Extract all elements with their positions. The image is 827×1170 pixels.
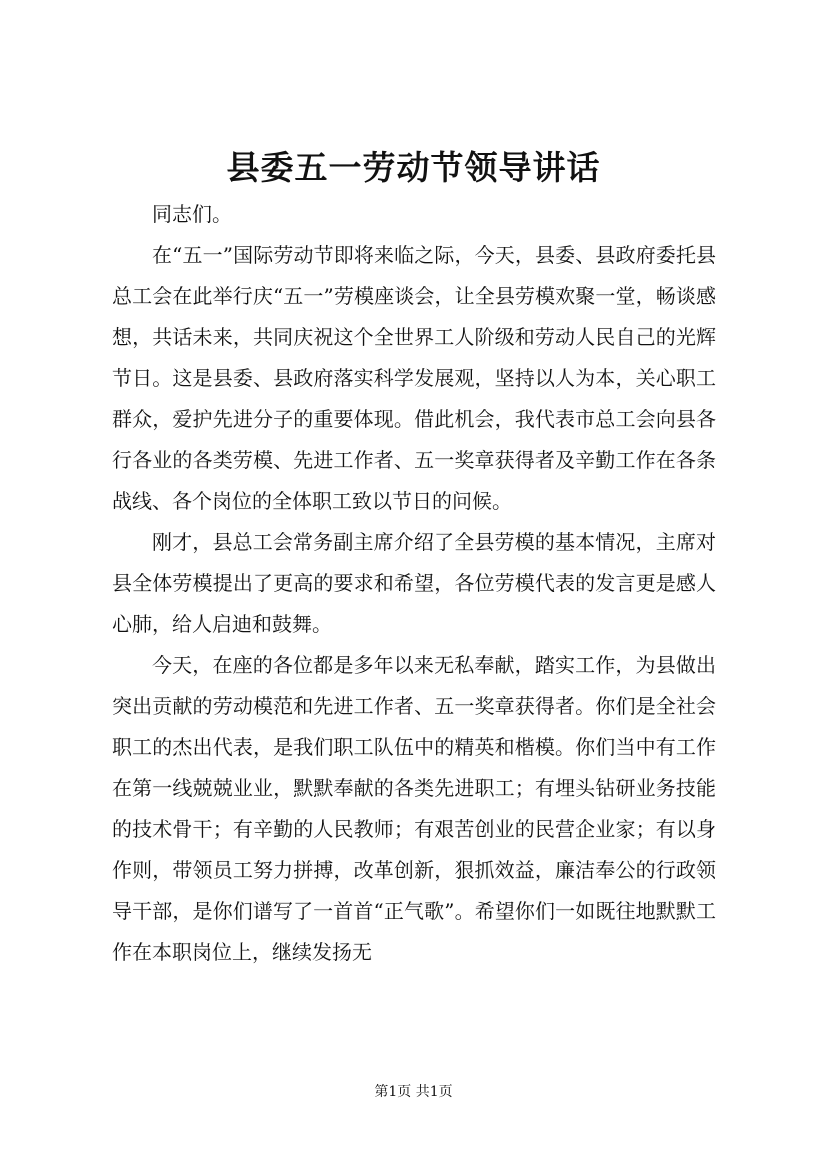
- paragraph: 同志们。: [152, 202, 232, 226]
- document-title: 县委五一劳动节领导讲话: [226, 148, 601, 187]
- paragraph: 刚才，县总工会常务副主席介绍了全县劳模的基本情况，主席对县全体劳模提出了更高的要求和希望，各位劳模代表的发言更是感人心肺，给人启迪和鼓舞。: [112, 530, 716, 636]
- document-body: [112, 194, 716, 973]
- page-footer: 第1页 共1页: [374, 1084, 453, 1100]
- paragraph: 今天，在座的各位都是多年以来无私奉献，踏实工作，为县做出突出贡献的劳动模范和先进工作者、五一奖章获得者。你们是全社会职工的杰出代表，是我们职工队伍中的精英和楷模。你们当中有工作在第一线兢兢业业，默默奉献的各类先进职工；有埋头钻研业务技能的技术骨干；有辛勤的人民教师；有艰苦创业的民营企业家；有以身作则，带领员工努力拼搏，改革创新，狠抓效益，廉洁奉公的行政领导干部，是你们谱写了一首首“正气歌”。希望你们一如既往地默默工作在本职岗位上，继续发扬无: [112, 653, 716, 964]
- paragraph: 在“五一”国际劳动节即将来临之际，今天，县委、县政府委托县总工会在此举行庆“五一”劳模座谈会，让全县劳模欢聚一堂，畅谈感想，共话未来，共同庆祝这个全世界工人阶级和劳动人民自己的光辉节日。这是县委、县政府落实科学发展观，坚持以人为本，关心职工群众，爱护先进分子的重要体现。借此机会，我代表市总工会向县各行各业的各类劳模、先进工作者、五一奖章获得者及辛勤工作在各条战线、各个岗位的全体职工致以节日的问候。: [112, 243, 716, 513]
